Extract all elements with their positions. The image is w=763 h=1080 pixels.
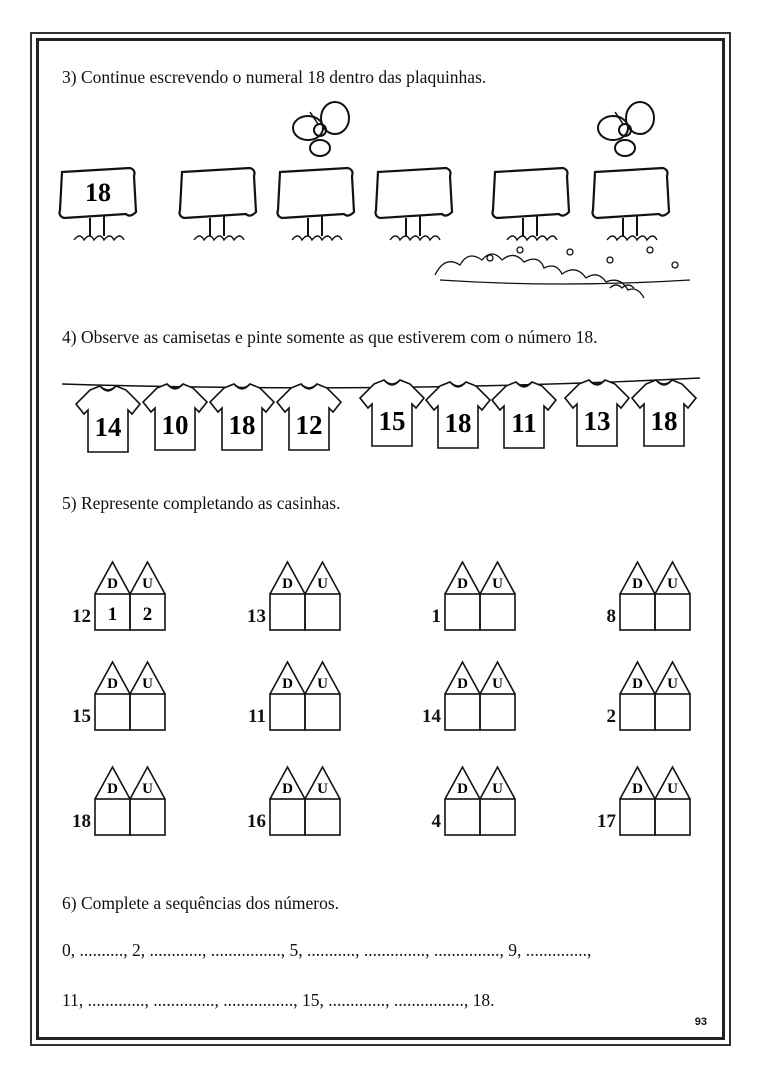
shirt[interactable] (76, 386, 140, 452)
shirt[interactable] (210, 384, 274, 450)
tens-box (95, 694, 130, 730)
tens-label: D (457, 676, 468, 692)
units-label: U (142, 676, 153, 692)
shirt[interactable] (632, 380, 696, 446)
tens-label: D (282, 781, 293, 797)
shirt-number: 10 (161, 410, 189, 440)
digit-house[interactable] (585, 560, 705, 650)
tens-box (270, 594, 305, 630)
q4-clothesline (60, 368, 705, 458)
units-label: U (667, 781, 678, 797)
digit-house[interactable] (235, 660, 355, 750)
house-number: 1 (431, 606, 441, 627)
q6-sequence-line-2[interactable]: 11, ............., .............., ................, 15, ............., ................, 18. (62, 990, 495, 1010)
house-number: 17 (597, 811, 616, 832)
tens-box (620, 799, 655, 835)
tens-box (270, 694, 305, 730)
shirt-number: 18 (444, 408, 472, 438)
units-box (655, 694, 690, 730)
tens-digit: 1 (107, 604, 118, 625)
tens-box (95, 799, 130, 835)
shirt[interactable] (360, 380, 424, 446)
house-number: 12 (72, 606, 91, 627)
units-label: U (492, 781, 503, 797)
q5-title: 5) Represente completando as casinhas. (62, 493, 341, 513)
digit-house[interactable] (60, 660, 180, 750)
units-box (480, 694, 515, 730)
tens-box (270, 799, 305, 835)
house-number: 2 (606, 706, 616, 727)
tens-box (620, 594, 655, 630)
house-number: 14 (422, 706, 441, 727)
shirt[interactable] (426, 382, 490, 448)
tens-label: D (632, 781, 643, 797)
sign-board[interactable] (60, 168, 137, 240)
digit-house[interactable] (410, 765, 530, 855)
tens-label: D (457, 781, 468, 797)
house-number: 13 (247, 606, 266, 627)
tens-box (445, 799, 480, 835)
house-number: 8 (606, 606, 616, 627)
house-number: 11 (248, 706, 266, 727)
units-label: U (492, 576, 503, 592)
units-label: U (142, 781, 153, 797)
q4-title: 4) Observe as camisetas e pinte somente as que estiverem com o número 18. (62, 327, 598, 347)
units-box (655, 799, 690, 835)
digit-house[interactable] (60, 560, 180, 650)
units-label: U (317, 781, 328, 797)
q3-title: 3) Continue escrevendo o numeral 18 dentro das plaquinhas. (62, 67, 487, 87)
digit-house[interactable] (60, 765, 180, 855)
digit-house[interactable] (410, 560, 530, 650)
digit-house[interactable] (235, 560, 355, 650)
units-box (655, 594, 690, 630)
shirt-number: 13 (583, 406, 611, 436)
shirt-number: 18 (228, 410, 256, 440)
tens-label: D (107, 676, 118, 692)
shirt[interactable] (492, 382, 556, 448)
digit-house[interactable] (235, 765, 355, 855)
sign-board[interactable] (593, 168, 670, 240)
shirt-number: 15 (378, 406, 406, 436)
tens-label: D (107, 781, 118, 797)
tens-box (620, 694, 655, 730)
bushes-decoration (435, 247, 690, 298)
units-box (480, 799, 515, 835)
units-label: U (667, 676, 678, 692)
units-label: U (142, 576, 153, 592)
units-digit: 2 (142, 604, 153, 625)
tens-label: D (282, 676, 293, 692)
digit-house[interactable] (585, 765, 705, 855)
units-label: U (317, 676, 328, 692)
units-box (305, 694, 340, 730)
shirt[interactable] (143, 384, 207, 450)
q6-sequence-line-1[interactable]: 0, .........., 2, ............, ................, 5, ..........., .............., ..............., 9, .............., (62, 940, 592, 960)
units-box (305, 594, 340, 630)
tens-label: D (632, 576, 643, 592)
shirt-number: 14 (94, 412, 122, 442)
butterfly-icon (598, 102, 654, 156)
q6-title: 6) Complete a sequências dos números. (62, 893, 340, 913)
tens-label: D (107, 576, 118, 592)
shirt-number: 11 (511, 408, 537, 438)
units-box (130, 799, 165, 835)
sign-number: 18 (85, 178, 111, 207)
digit-house[interactable] (585, 660, 705, 750)
butterfly-icon (293, 102, 349, 156)
units-box (130, 694, 165, 730)
tens-label: D (282, 576, 293, 592)
tens-label: D (632, 676, 643, 692)
tens-label: D (457, 576, 468, 592)
shirt[interactable] (565, 380, 629, 446)
units-label: U (492, 676, 503, 692)
shirt-number: 18 (650, 406, 678, 436)
house-number: 15 (72, 706, 91, 727)
shirt-number: 12 (295, 410, 323, 440)
house-number: 18 (72, 811, 91, 832)
digit-house[interactable] (410, 660, 530, 750)
sign-board[interactable] (180, 168, 257, 240)
units-label: U (317, 576, 328, 592)
page-number: 93 (694, 1016, 707, 1028)
sign-board[interactable] (376, 168, 453, 240)
tens-box (445, 694, 480, 730)
tens-box (445, 594, 480, 630)
sign-board[interactable] (278, 168, 355, 240)
sign-board[interactable] (493, 168, 570, 240)
units-box (305, 799, 340, 835)
q3-illustration (50, 100, 710, 300)
units-label: U (667, 576, 678, 592)
units-box (480, 594, 515, 630)
shirt[interactable] (277, 384, 341, 450)
house-number: 16 (247, 811, 266, 832)
house-number: 4 (431, 811, 441, 832)
